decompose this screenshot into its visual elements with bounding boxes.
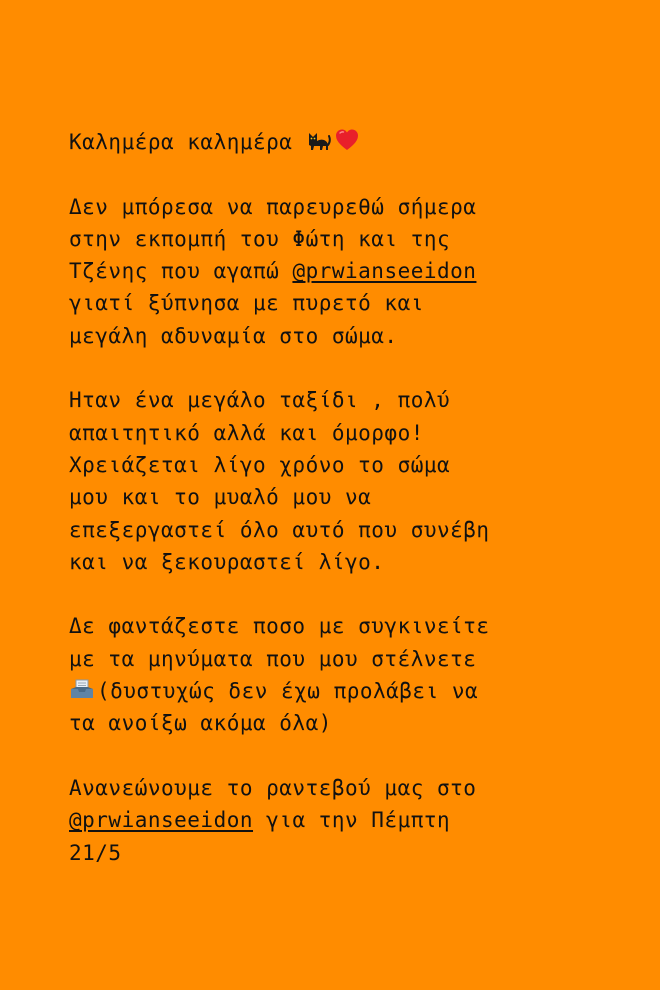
paragraph3-line-3-text: (δυστυχώς δεν έχω προλάβει να [97, 679, 479, 704]
paragraph2-line-2: απαιτητικό αλλά και όμορφο! [69, 420, 424, 445]
spacer [69, 578, 629, 610]
black-cat-icon [306, 127, 332, 153]
paragraph2-line-5: επεξεργαστεί όλο αυτό που συνέβη [69, 517, 490, 542]
paragraph2-line-1: Ηταν ένα μεγάλο ταξίδι , πολύ [69, 388, 451, 413]
spacer [69, 158, 629, 190]
paragraph4-line-3: 21/5 [69, 840, 122, 865]
spacer [69, 740, 629, 772]
mention-link-prwianseeidon[interactable]: @prwianseeidon [292, 259, 477, 284]
story-text [69, 126, 629, 869]
paragraph3-line-3 [69, 675, 629, 707]
paragraph1-line-3-text: Τζένης που αγαπώ [69, 259, 293, 284]
red-heart-icon [334, 127, 360, 153]
paragraph2-line-6: και να ξεκουραστεί λίγο. [69, 549, 385, 574]
paragraph2-line-4: μου και το μυαλό μου να [69, 485, 372, 510]
paragraph3-line-2: με τα μηνύματα που μου στέλνετε [69, 646, 477, 671]
inbox-tray-icon [69, 676, 95, 702]
greeting-line [69, 126, 629, 158]
paragraph4-line-1: Ανανεώνουμε το ραντεβού μας στο [69, 775, 477, 800]
paragraph2-line-3: Χρειάζεται λίγο χρόνο το σώμα [69, 452, 451, 477]
paragraph1-line-3 [69, 255, 629, 287]
mention-link-prwianseeidon[interactable]: @prwianseeidon [69, 808, 254, 833]
paragraph1-line-1: Δεν μπόρεσα να παρευρεθώ σήμερα [69, 194, 477, 219]
paragraph3-line-4: τα ανοίξω ακόμα όλα) [69, 711, 332, 736]
paragraph1-line-2: στην εκπομπή του Φώτη και της [69, 226, 451, 251]
greeting-text: Καλημέρα καλημέρα [69, 130, 306, 154]
paragraph4-line-2-text: για την Πέμπτη [253, 808, 451, 833]
paragraph4-line-2 [69, 804, 629, 836]
spacer [69, 352, 629, 384]
paragraph1-line-5: μεγάλη αδυναμία στο σώμα. [69, 323, 398, 348]
paragraph1-line-4: γιατί ξύπνησα με πυρετό και [69, 291, 424, 316]
paragraph3-line-1: Δε φαντάζεστε ποσο με συγκινείτε [69, 614, 490, 639]
